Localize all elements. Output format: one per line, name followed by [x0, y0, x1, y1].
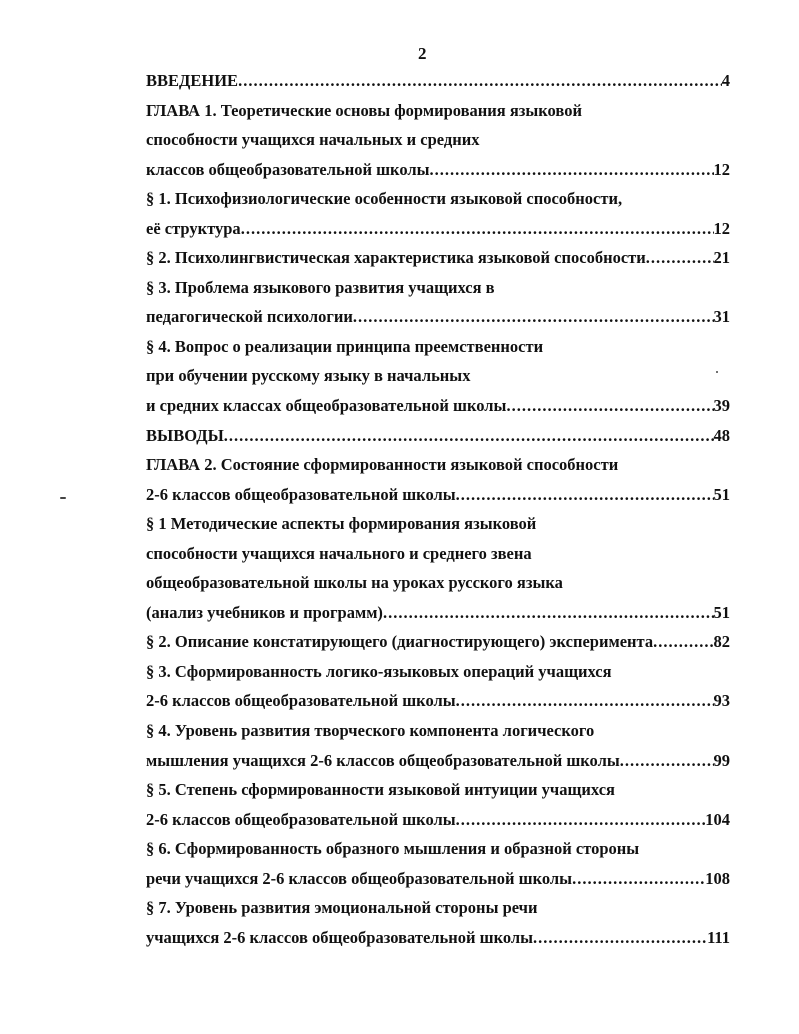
toc-entry-title: речи учащихся 2-6 классов общеобразовательной школы [146, 868, 573, 888]
toc-heading-line: § 5. Степень сформированности языковой интуиции учащихся [146, 780, 615, 800]
toc-entry-title: ВВЕДЕНИЕ [146, 71, 239, 90]
dot-leader [238, 66, 722, 96]
toc-heading-line: способности учащихся начальных и средних [146, 130, 480, 150]
table-of-contents [146, 66, 730, 952]
scan-speck [716, 371, 718, 373]
toc-entry [146, 864, 730, 894]
toc-page-number: 93 [713, 691, 730, 711]
toc-heading-line: § 3. Сформированность логико-языковых операций учащихся [146, 661, 612, 681]
toc-page-number: 51 [713, 602, 730, 622]
toc-entry-title: ВЫВОДЫ [146, 425, 224, 445]
toc-entry [146, 598, 730, 628]
toc-entry-title: (анализ учебников и программ) [146, 602, 383, 622]
toc-page-number: 48 [713, 425, 730, 445]
dot-leader [620, 746, 714, 776]
toc-entry-title: педагогической психологии [146, 307, 353, 327]
toc-page-number: 111 [707, 927, 730, 947]
dot-leader [533, 923, 707, 953]
toc-entry-title: учащихся 2-6 классов общеобразовательной школы [146, 927, 534, 947]
toc-page-number: 82 [713, 632, 730, 652]
toc-entry [146, 746, 730, 776]
toc-heading-line: ГЛАВА 1. Теоретические основы формирования языковой [146, 100, 582, 120]
dot-leader [430, 155, 714, 185]
toc-heading-line: общеобразовательной школы на уроках русского языка [146, 573, 563, 593]
dot-leader [353, 302, 714, 332]
page-number: 2 [418, 44, 427, 63]
toc-heading-line: § 4. Уровень развития творческого компонента логического [146, 721, 595, 741]
toc-page-number: 104 [705, 809, 730, 829]
dot-leader [646, 243, 714, 273]
toc-page-number: 31 [713, 307, 730, 327]
toc-heading-line: способности учащихся начального и среднего звена [146, 543, 532, 563]
scan-speck [60, 497, 66, 499]
toc-entry-title: мышления учащихся 2-6 классов общеобразовательной школы [146, 750, 620, 770]
toc-page-number: 99 [713, 750, 730, 770]
toc-entry [146, 805, 730, 835]
dot-leader [456, 805, 706, 835]
toc-page-number: 12 [713, 159, 730, 179]
toc-entry-title: и средних классах общеобразовательной школы [146, 396, 507, 416]
toc-entry [146, 302, 730, 332]
toc-entry [146, 66, 730, 96]
toc-entry [146, 421, 730, 451]
toc-entry-title: 2-6 классов общеобразовательной школы [146, 809, 456, 829]
toc-heading-line: § 1. Психофизиологические особенности языковой способности, [146, 189, 623, 209]
toc-heading-line: при обучении русскому языку в начальных [146, 366, 471, 386]
toc-page-number: 108 [705, 868, 730, 888]
dot-leader [241, 214, 714, 244]
toc-heading-line: § 3. Проблема языкового развития учащихся в [146, 277, 495, 297]
toc-entry [146, 155, 730, 185]
toc-entry [146, 686, 730, 716]
toc-heading-line: ГЛАВА 2. Состояние сформированности языковой способности [146, 455, 619, 475]
toc-entry-title: классов общеобразовательной школы [146, 159, 430, 179]
toc-entry-title: 2-6 классов общеобразовательной школы [146, 691, 456, 711]
toc-entry [146, 923, 730, 953]
dot-leader [383, 598, 714, 628]
toc-entry [146, 243, 730, 273]
toc-entry [146, 214, 730, 244]
dot-leader [456, 686, 714, 716]
toc-entry-title: § 2. Психолингвистическая характеристика языковой способности [146, 248, 646, 268]
toc-heading-line: § 4. Вопрос о реализации принципа преемственности [146, 336, 544, 356]
dot-leader [456, 480, 714, 510]
toc-page-number: 4 [721, 71, 730, 90]
toc-entry-title: 2-6 классов общеобразовательной школы [146, 484, 456, 504]
dot-leader [572, 864, 705, 894]
toc-heading-line: § 6. Сформированность образного мышления и образной стороны [146, 839, 640, 859]
dot-leader [506, 391, 713, 421]
toc-entry [146, 627, 730, 657]
dot-leader [653, 627, 713, 657]
toc-heading-line: § 1 Методические аспекты формирования языковой [146, 514, 537, 534]
toc-heading-line: § 7. Уровень развития эмоциональной стороны речи [146, 898, 538, 918]
toc-entry-title: § 2. Описание констатирующего (диагностирующего) эксперимента [146, 632, 654, 652]
toc-page-number: 51 [713, 484, 730, 504]
toc-entry [146, 391, 730, 421]
toc-entry [146, 480, 730, 510]
toc-page-number: 12 [713, 218, 730, 238]
toc-page-number: 21 [713, 248, 730, 268]
dot-leader [224, 421, 714, 451]
toc-page-number: 39 [713, 396, 730, 416]
toc-entry-title: её структура [146, 218, 241, 238]
